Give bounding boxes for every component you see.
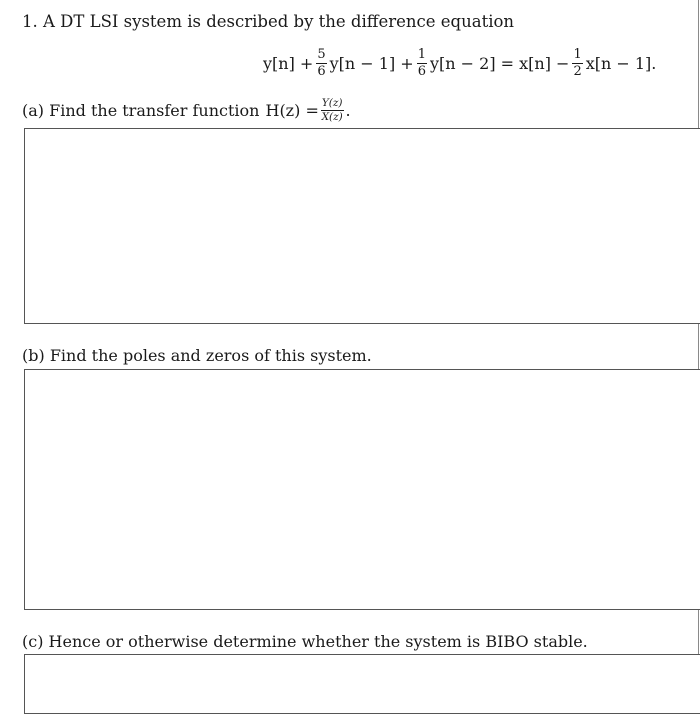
fraction-1-denominator: 6: [317, 63, 326, 79]
equation-fraction-2: [417, 48, 427, 78]
fraction-2-numerator: 1: [417, 47, 426, 62]
fraction-2-denominator: 6: [417, 63, 426, 79]
fraction-3-numerator: 1: [573, 47, 582, 62]
transfer-function-symbol: H(z) =: [265, 101, 319, 121]
transfer-denominator: X(z): [321, 111, 343, 124]
part-b-prompt: [22, 346, 372, 365]
equation-term-4: x[n − 1].: [585, 53, 657, 73]
question-heading: [22, 12, 514, 31]
part-a-end: .: [345, 101, 351, 121]
question-text: A DT LSI system is described by the difference equation: [43, 12, 515, 31]
equation-fraction-1: [316, 48, 326, 78]
equation-term-1: y[n] +: [263, 53, 314, 73]
equation-fraction-3: [572, 48, 582, 78]
fraction-3-denominator: 2: [573, 63, 582, 79]
question-number: 1.: [22, 12, 38, 31]
part-b-label: (b) Find the poles and zeros of this system.: [22, 346, 372, 365]
transfer-function-fraction: [321, 98, 344, 123]
part-c-label: (c) Hence or otherwise determine whether the system is BIBO stable.: [22, 632, 588, 651]
answer-box-a[interactable]: [24, 128, 700, 324]
transfer-numerator: Y(z): [321, 98, 344, 111]
equation-term-3: y[n − 2] = x[n] −: [429, 53, 570, 73]
equation-term-2: y[n − 1] +: [329, 53, 414, 73]
fraction-1-numerator: 5: [317, 47, 326, 62]
answer-box-c[interactable]: [24, 654, 700, 714]
part-a-prompt: [22, 98, 351, 123]
answer-box-b[interactable]: [24, 369, 700, 610]
part-c-prompt: [22, 632, 588, 651]
difference-equation: [262, 48, 657, 78]
part-a-label: (a) Find the transfer function: [22, 101, 260, 121]
